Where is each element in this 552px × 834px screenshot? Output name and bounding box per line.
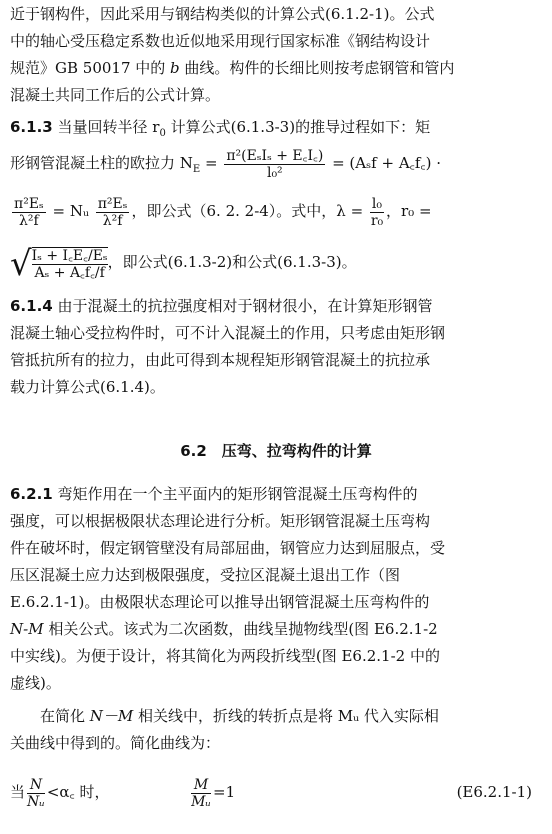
text-span: <α꜀ 时， — [46, 783, 110, 801]
formula-line — [10, 145, 542, 188]
text-span: ，即公式(6.1.3-2)和公式(6.1.3-3)。 — [107, 253, 357, 271]
fraction — [27, 777, 45, 810]
numerator: π²Eₛ — [97, 195, 128, 212]
text-span: ，即公式（6. 2. 2-4）。式中，λ = — [131, 202, 368, 220]
subscript: E — [192, 164, 201, 175]
text-span: 形钢管混凝土柱的欧拉力 N — [10, 154, 193, 172]
numerator: π²Eₛ — [14, 195, 44, 212]
equation-line — [10, 774, 542, 810]
denominator: λ²f — [102, 212, 123, 229]
text-line — [10, 619, 542, 639]
denominator: Nᵤ — [27, 793, 45, 810]
text-span: 计算公式(6.1.3-3)的推导过程如下：矩 — [165, 118, 431, 136]
text-line: E.6.2.1-1)。由极限状态理论可以推导出钢管混凝土压弯构件的 — [10, 593, 430, 611]
text-span: = — [200, 154, 223, 172]
text-span: 曲线。构件的长细比则按考虑钢管和管内 — [179, 59, 455, 77]
text-span: = Nᵤ — [47, 202, 94, 220]
text-line: 件在破坏时，假定钢管壁没有局部屈曲，钢管应力达到屈服点，受 — [10, 539, 446, 557]
text-line: 压区混凝土应力达到极限强度，受拉区混凝土退出工作（图 — [10, 566, 401, 584]
denominator: Aₛ + A꜀f꜀/f — [34, 265, 105, 281]
section-number: 6.2.1 — [10, 485, 53, 503]
text-span: = (Aₛf + A꜀f꜀) · — [327, 154, 441, 172]
formula-line — [10, 193, 542, 229]
denominator: Mᵤ — [191, 793, 211, 810]
radical-icon: √ — [10, 244, 32, 284]
numerator: Iₛ + I꜀E꜀/Eₛ — [31, 248, 108, 264]
text-span: ，r₀ = — [386, 202, 432, 220]
numerator: l₀ — [371, 195, 383, 212]
text-span: 弯矩作用在一个主平面内的矩形钢管混凝土压弯构件的 — [57, 485, 418, 503]
formula-line — [10, 243, 542, 282]
numerator: M — [191, 777, 211, 794]
section-number: 6.1.3 — [10, 118, 53, 136]
equation-number: (E6.2.1-1) — [456, 783, 532, 801]
section-6-2-1 — [10, 484, 542, 504]
section-6-1-3 — [10, 117, 542, 144]
section-6-1-4 — [10, 296, 542, 316]
text-span: 相关线中，折线的转折点是将 Mᵤ 代入实际相 — [133, 707, 439, 725]
text-line: 关曲线中得到的。简化曲线为： — [10, 734, 221, 752]
text-line: 管抵抗所有的拉力，由此可得到本规程矩形钢管混凝土的抗拉承 — [10, 351, 431, 369]
denominator: l₀² — [266, 164, 283, 181]
square-root — [10, 244, 108, 282]
fraction — [370, 196, 384, 229]
numerator: π²(EₛIₛ + E꜀I꜀) — [226, 147, 324, 164]
subscript: 0 — [159, 128, 166, 139]
section-number: 6.1.4 — [10, 297, 53, 315]
text-span: 规范》GB 50017 中的 — [10, 59, 171, 77]
numerator: N — [27, 777, 45, 794]
denominator: r₀ — [370, 212, 384, 229]
text-line — [40, 706, 542, 726]
fraction — [12, 196, 46, 229]
text-line: 混凝土轴心受拉构件时，可不计入混凝土的作用，只考虑由矩形钢 — [10, 324, 446, 342]
fraction — [96, 196, 130, 229]
text-line: 强度，可以根据极限状态理论进行分析。矩形钢管混凝土压弯构 — [10, 512, 431, 530]
text-span: N－M — [89, 707, 134, 725]
text-span: 由于混凝土的抗拉强度相对于钢材很小，在计算矩形钢管 — [57, 297, 433, 315]
text-line: 中实线)。为便于设计，将其简化为两段折线型(图 E6.2.1-2 中的 — [10, 647, 440, 665]
text-line: 中的轴心受压稳定系数也近似地采用现行国家标准《钢结构设计 — [10, 32, 431, 50]
text-line — [10, 58, 542, 78]
text-span: 当量回转半径 r — [57, 118, 160, 136]
text-line: 虚线)。 — [10, 674, 61, 692]
fraction — [191, 777, 211, 810]
denominator: λ²f — [19, 212, 39, 229]
text-span: =1 — [213, 783, 236, 801]
text-span: 当 — [10, 783, 26, 801]
text-span: b — [170, 59, 180, 77]
text-span: 相关公式。该式为二次函数，曲线呈抛物线型(图 E6.2.1-2 — [43, 620, 438, 638]
section-heading: 6.2 压弯、拉弯构件的计算 — [180, 442, 372, 460]
text-line: 近于钢构件，因此采用与钢结构类似的计算公式(6.1.2-1)。公式 — [10, 5, 435, 23]
text-span: 在简化 — [40, 707, 90, 725]
text-line: 载力计算公式(6.1.4)。 — [10, 378, 165, 396]
text-line: 混凝土共同工作后的公式计算。 — [10, 86, 221, 104]
text-span: N-M — [10, 620, 44, 638]
fraction — [224, 148, 325, 181]
